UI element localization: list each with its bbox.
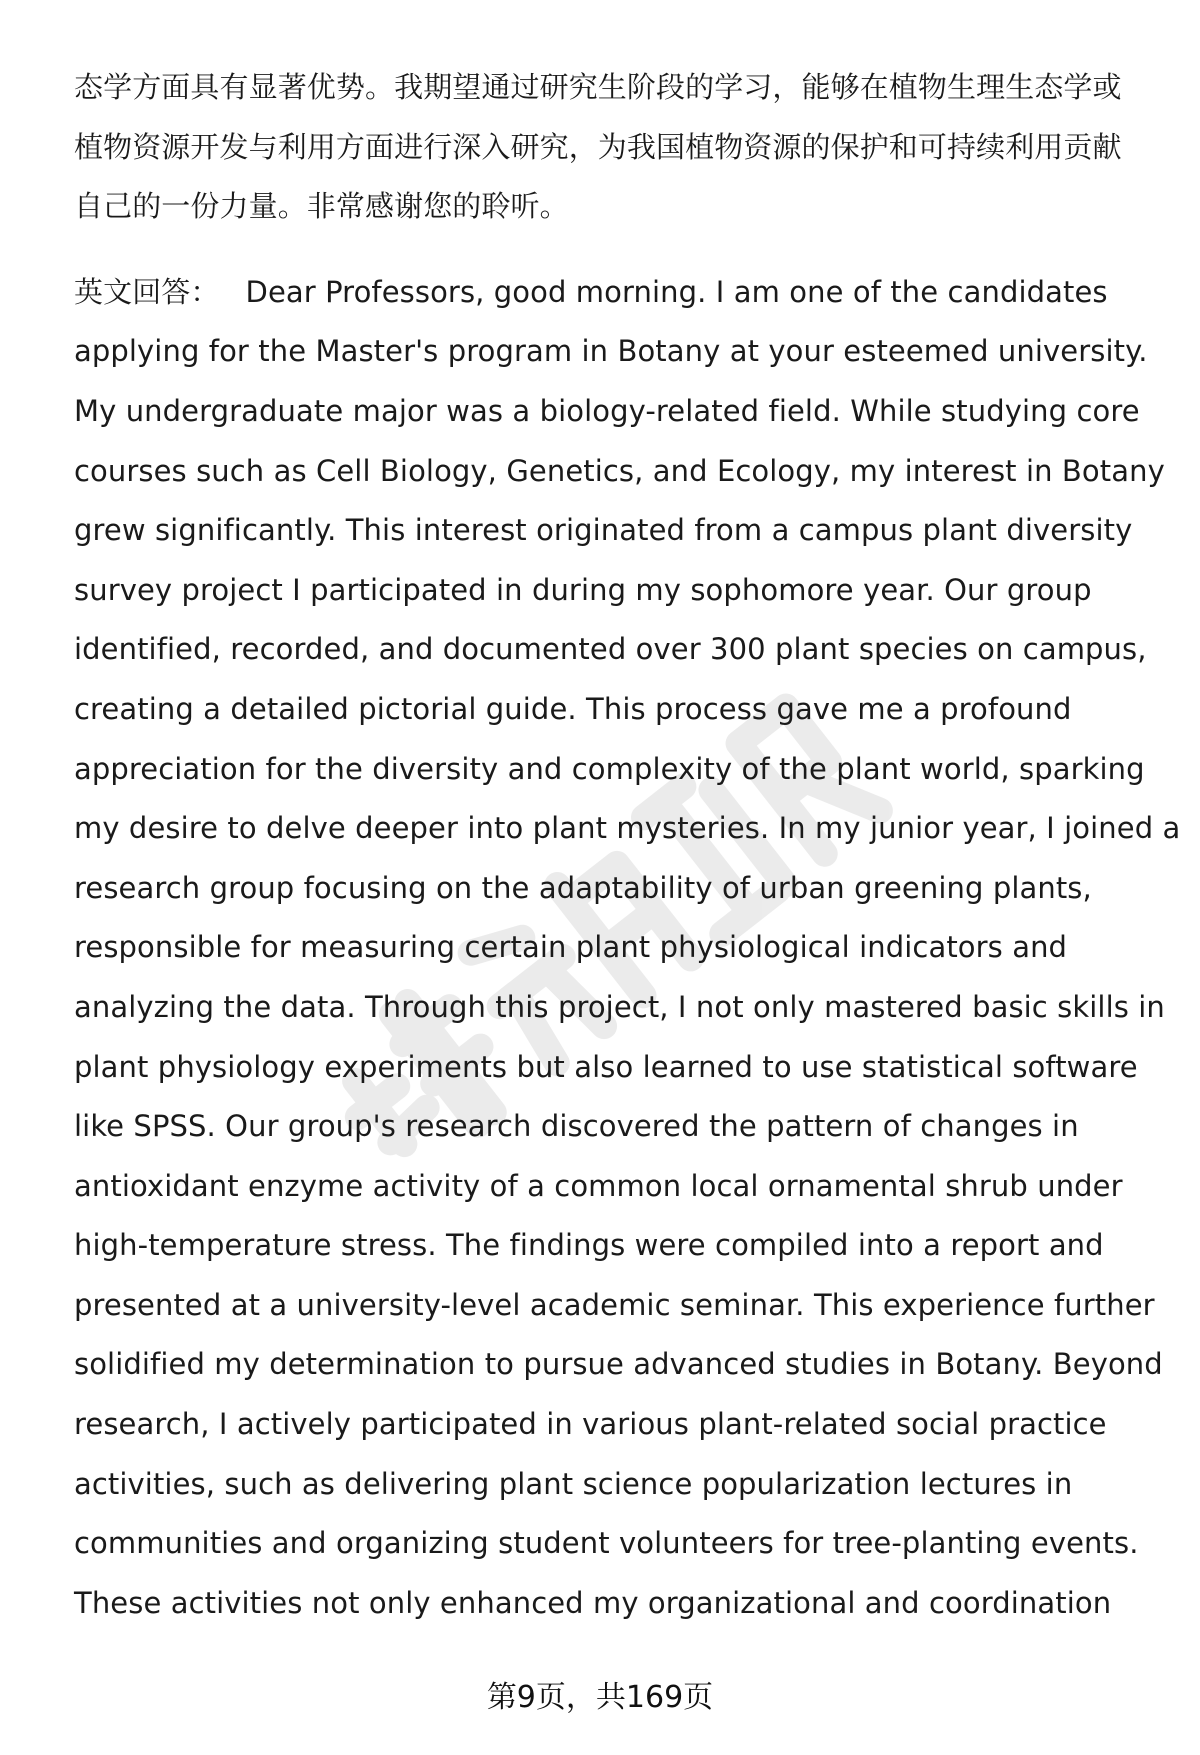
english-answer-label: 英文回答：	[74, 274, 220, 309]
english-answer	[74, 263, 1181, 1634]
english-text-line: activities, such as delivering plant science popularization lectures in	[74, 1466, 1073, 1501]
english-text-line: These activities not only enhanced my organizational and coordination	[74, 1585, 1112, 1620]
english-text-line: appreciation for the diversity and complexity of the plant world, sparking	[74, 751, 1145, 786]
chinese-text-line: 自己的一份力量。非常感谢您的聆听。	[74, 189, 569, 224]
english-text-line: My undergraduate major was a biology-related field. While studying core	[74, 393, 1140, 428]
english-text-line: research, I actively participated in various plant-related social practice	[74, 1407, 1107, 1442]
english-text-line: Dear Professors, good morning. I am one of the candidates	[245, 274, 1108, 309]
english-text-line: research group focusing on the adaptability of urban greening plants,	[74, 870, 1092, 905]
chinese-answer-continuation	[74, 58, 1154, 237]
english-text-line: plant physiology experiments but also learned to use statistical software	[74, 1049, 1138, 1084]
english-text-line: my desire to delve deeper into plant mysteries. In my junior year, I joined a	[74, 811, 1181, 846]
english-text-line: solidified my determination to pursue advanced studies in Botany. Beyond	[74, 1347, 1163, 1382]
english-text-line: survey project I participated in during my sophomore year. Our group	[74, 572, 1092, 607]
english-text-line-first	[74, 263, 1154, 323]
english-text-line: analyzing the data. Through this project, I not only mastered basic skills in	[74, 989, 1165, 1024]
english-text-line: communities and organizing student volunteers for tree-planting events.	[74, 1526, 1139, 1561]
main-content	[74, 58, 1181, 1633]
english-text-line: creating a detailed pictorial guide. This process gave me a profound	[74, 691, 1072, 726]
english-text-line: applying for the Master's program in Botany at your esteemed university.	[74, 334, 1148, 369]
english-text-line: grew significantly. This interest originated from a campus plant diversity	[74, 513, 1133, 548]
english-text-line: courses such as Cell Biology, Genetics, and Ecology, my interest in Botany	[74, 453, 1165, 488]
english-text-line: responsible for measuring certain plant physiological indicators and	[74, 930, 1068, 965]
english-text-line: like SPSS. Our group's research discovered the pattern of changes in	[74, 1109, 1079, 1144]
english-text-line: high-temperature stress. The findings were compiled into a report and	[74, 1228, 1104, 1263]
page-number-footer: 第9页，共169页	[486, 1680, 714, 1715]
english-text-line: identified, recorded, and documented over 300 plant species on campus,	[74, 632, 1147, 667]
chinese-text-line: 植物资源开发与利用方面进行深入研究，为我国植物资源的保护和可持续利用贡献	[74, 129, 1122, 164]
english-text-line: presented at a university-level academic seminar. This experience further	[74, 1287, 1155, 1322]
chinese-text-line: 态学方面具有显著优势。我期望通过研究生阶段的学习，能够在植物生理生态学或	[74, 70, 1122, 104]
english-text-line: antioxidant enzyme activity of a common local ornamental shrub under	[74, 1168, 1123, 1203]
